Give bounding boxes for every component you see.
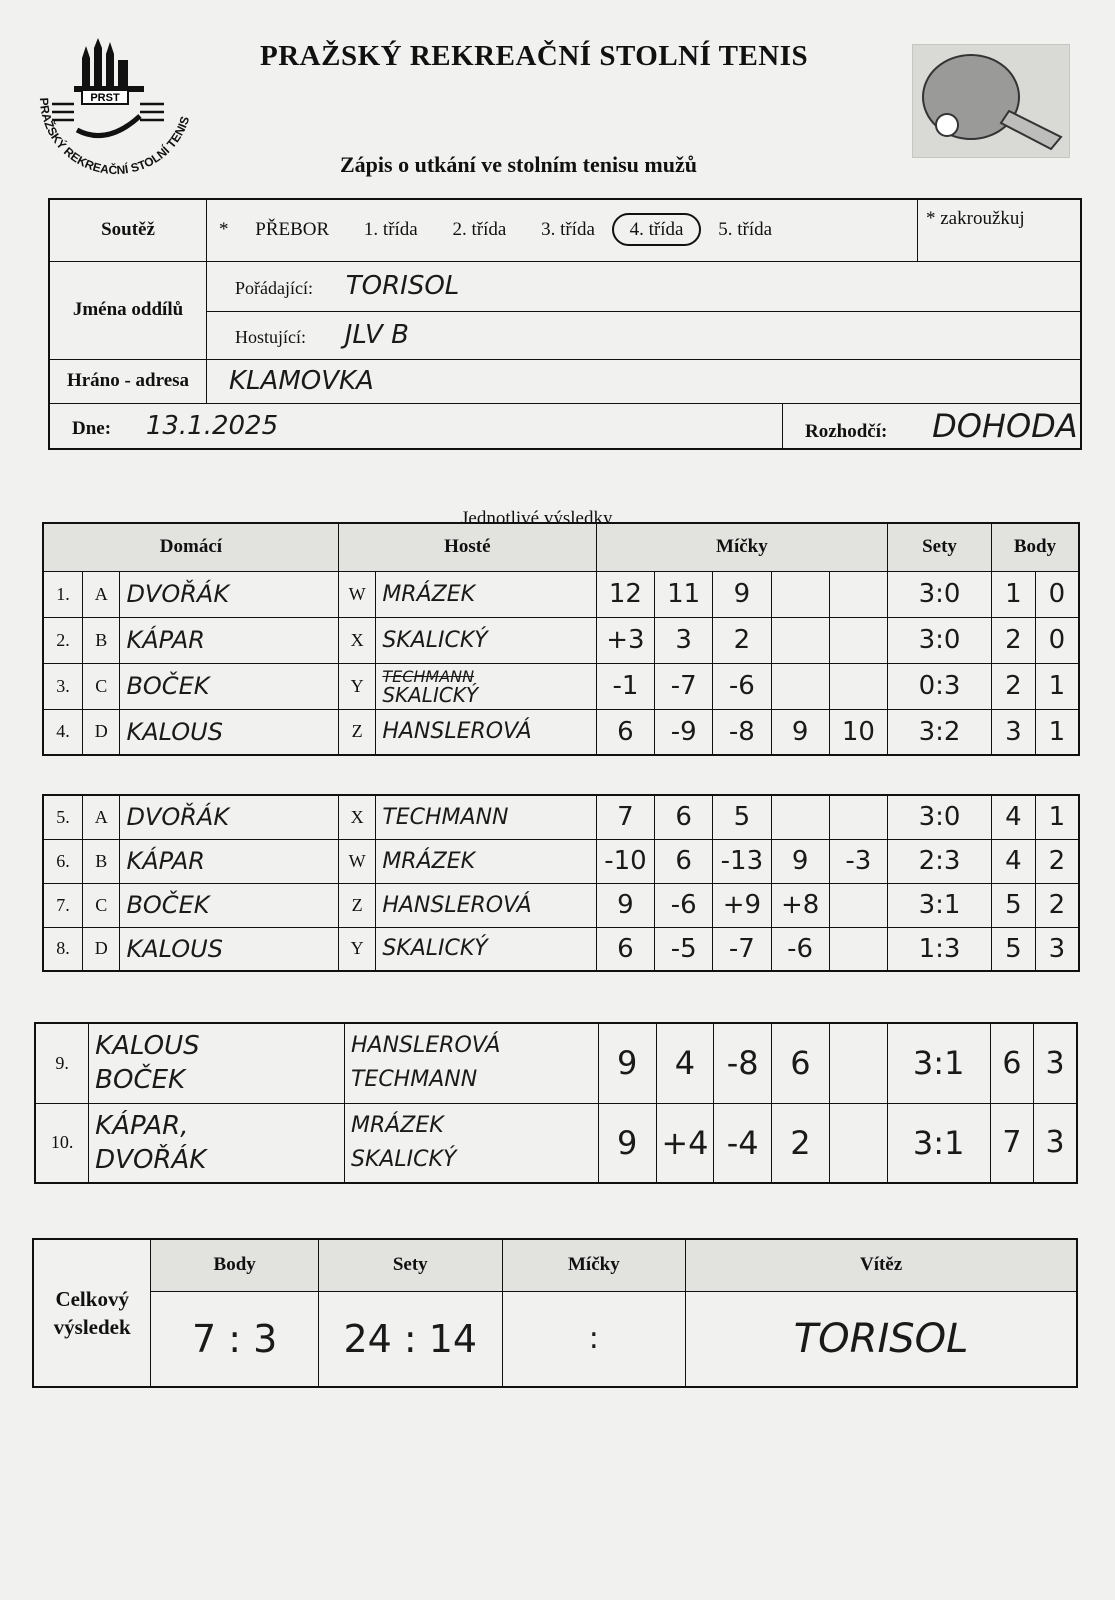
points-home[interactable]: 6 [990, 1023, 1033, 1103]
class-options [207, 199, 918, 261]
guest-player-crossed: TECHMANN [382, 667, 475, 686]
match-number: 3. [43, 663, 83, 709]
ball-score[interactable] [829, 795, 887, 839]
points-guest[interactable]: 3 [1035, 927, 1079, 971]
points-guest[interactable]: 1 [1035, 795, 1079, 839]
poradajici-value[interactable]: TORISOL [345, 271, 460, 301]
jmena-oddilu-label: Jména oddílů [49, 261, 207, 359]
ball-score[interactable]: -5 [655, 927, 713, 971]
star-mark: * [219, 219, 229, 241]
class-5[interactable]: 5. třída [718, 219, 773, 241]
total-header-sety: Sety [318, 1239, 502, 1291]
table-row [43, 883, 1079, 927]
guest-player[interactable]: SKALICKÝ [376, 927, 597, 971]
total-header-vitez: Vítěz [686, 1239, 1077, 1291]
ball-score[interactable]: -6 [655, 883, 713, 927]
ball-score[interactable]: -13 [713, 839, 771, 883]
match-info-table [48, 198, 1082, 450]
sets-score[interactable]: 1:3 [887, 927, 991, 971]
total-header-micky: Míčky [502, 1239, 686, 1291]
class-prebor[interactable]: PŘEBOR [255, 219, 330, 241]
guest-letter: Z [338, 709, 375, 755]
ball-score[interactable]: 6 [596, 927, 654, 971]
guest-player-1: MRÁZEK [350, 1112, 444, 1138]
sets-score[interactable]: 3:2 [887, 709, 991, 755]
points-guest[interactable]: 1 [1035, 663, 1079, 709]
ball-score[interactable]: +4 [656, 1103, 714, 1183]
table-row [43, 927, 1079, 971]
sets-score[interactable]: 3:0 [887, 617, 991, 663]
points-guest[interactable]: 1 [1035, 709, 1079, 755]
ball-score[interactable]: 6 [596, 709, 654, 755]
table-row [43, 663, 1079, 709]
guest-player[interactable]: HANSLEROVÁ [376, 709, 597, 755]
home-player[interactable]: KALOUS [120, 927, 338, 971]
ball-score[interactable] [829, 1023, 887, 1103]
hrano-value[interactable]: KLAMOVKA [229, 366, 374, 396]
ball-score[interactable]: +9 [713, 883, 771, 927]
points-home[interactable]: 4 [992, 839, 1036, 883]
points-guest[interactable]: 2 [1035, 839, 1079, 883]
match-number: 2. [43, 617, 83, 663]
table-row [43, 571, 1079, 617]
ball-score[interactable]: 10 [829, 709, 887, 755]
guest-letter: X [338, 795, 375, 839]
guest-player[interactable]: TECHMANN [376, 795, 597, 839]
guest-player-2: TECHMANN [350, 1067, 478, 1093]
class-1[interactable]: 1. třída [363, 219, 418, 241]
home-player[interactable]: DVOŘÁK [120, 795, 338, 839]
guest-letter: Y [338, 927, 375, 971]
points-guest[interactable]: 0 [1035, 617, 1079, 663]
ball-score[interactable] [829, 663, 887, 709]
ball-score[interactable]: -6 [771, 927, 829, 971]
guest-player: SKALICKÝ [382, 683, 479, 707]
prst-logo [22, 38, 202, 188]
guest-player[interactable]: MRÁZEK [376, 839, 597, 883]
ball-score[interactable] [829, 883, 887, 927]
match-number: 1. [43, 571, 83, 617]
sets-score[interactable]: 3:1 [887, 1103, 990, 1183]
points-guest[interactable]: 2 [1035, 883, 1079, 927]
ball-score[interactable]: 9 [771, 709, 829, 755]
home-letter: A [83, 795, 120, 839]
points-guest[interactable]: 3 [1034, 1023, 1077, 1103]
hrano-label: Hráno - adresa [49, 359, 207, 403]
ball-score[interactable] [829, 1103, 887, 1183]
home-player-2: BOČEK [95, 1065, 186, 1096]
home-player[interactable]: BOČEK [120, 663, 338, 709]
total-label: Celkový výsledek [33, 1239, 151, 1387]
guest-letter: W [338, 571, 375, 617]
home-letter: D [83, 709, 120, 755]
home-letter: C [83, 663, 120, 709]
rozhodci-label: Rozhodčí: [804, 420, 888, 442]
ball-score[interactable]: -7 [713, 927, 771, 971]
ball-score[interactable]: 6 [655, 795, 713, 839]
home-player[interactable]: KÁPAR [120, 839, 338, 883]
table-row [43, 795, 1079, 839]
home-player[interactable]: KÁPAR [120, 617, 338, 663]
total-sety[interactable]: 24 : 14 [318, 1291, 502, 1387]
ball-score[interactable]: 6 [772, 1023, 830, 1103]
header-sety: Sety [887, 523, 991, 571]
guest-letter: Y [338, 663, 375, 709]
ball-score[interactable] [771, 663, 829, 709]
sets-score[interactable]: 3:1 [887, 1023, 990, 1103]
ball-score[interactable]: -8 [713, 709, 771, 755]
logo-text: PRST [90, 92, 120, 104]
ball-score[interactable]: 9 [596, 883, 654, 927]
rozhodci-value[interactable]: DOHODA [932, 406, 1078, 445]
total-table [32, 1238, 1078, 1388]
points-home[interactable]: 7 [990, 1103, 1033, 1183]
guest-player-2: SKALICKÝ [350, 1146, 457, 1172]
ball-score[interactable] [829, 927, 887, 971]
ball-score[interactable]: -8 [714, 1023, 772, 1103]
match-number: 9. [35, 1023, 89, 1103]
home-letter: B [83, 617, 120, 663]
home-pair[interactable] [89, 1103, 345, 1183]
results-caption: Jednotlivé výsledky [461, 508, 613, 529]
header-domaci: Domácí [43, 523, 338, 571]
ball-score[interactable]: -4 [714, 1103, 772, 1183]
svg-text:PRAŽSKÝ REKREAČNÍ STOLNÍ TENIS [37, 97, 192, 177]
ball-score[interactable]: 2 [713, 617, 771, 663]
header-micky: Míčky [596, 523, 887, 571]
header-hoste: Hosté [338, 523, 596, 571]
total-vitez[interactable]: TORISOL [686, 1291, 1077, 1387]
ball-score[interactable]: 2 [772, 1103, 830, 1183]
dne-label: Dne: [72, 417, 112, 439]
singles-table-1 [42, 522, 1080, 756]
total-header-body: Body [151, 1239, 319, 1291]
ball-score[interactable]: -10 [596, 839, 654, 883]
ball-score[interactable]: 11 [655, 571, 713, 617]
ball-score[interactable]: 7 [596, 795, 654, 839]
home-player[interactable]: BOČEK [120, 883, 338, 927]
ball-score[interactable] [829, 617, 887, 663]
table-row [35, 1103, 1077, 1183]
page-subtitle: Zápis o utkání ve stolním tenisu mužů [340, 152, 697, 177]
points-guest[interactable]: 0 [1035, 571, 1079, 617]
ball-score[interactable]: 12 [596, 571, 654, 617]
home-player[interactable]: DVOŘÁK [120, 571, 338, 617]
ball-score[interactable]: -9 [655, 709, 713, 755]
logo-ring-text: PRAŽSKÝ REKREAČNÍ STOLNÍ TENIS [36, 97, 193, 178]
dne-value[interactable]: 13.1.2025 [145, 410, 279, 441]
guest-player[interactable]: SKALICKÝ [376, 617, 597, 663]
singles-table-2 [42, 794, 1080, 972]
home-letter: B [83, 839, 120, 883]
ball-score[interactable]: +3 [596, 617, 654, 663]
page-title: PRAŽSKÝ REKREAČNÍ STOLNÍ TENIS [260, 40, 809, 72]
match-number: 6. [43, 839, 83, 883]
guest-pair[interactable] [344, 1103, 598, 1183]
class-4-selected[interactable]: 4. třída [612, 213, 702, 246]
home-letter: D [83, 927, 120, 971]
points-home[interactable]: 3 [992, 709, 1036, 755]
guest-player-1: HANSLEROVÁ [350, 1033, 501, 1059]
ball-score[interactable]: 5 [713, 795, 771, 839]
match-number: 7. [43, 883, 83, 927]
home-player-1: KÁPAR, [95, 1110, 189, 1141]
guest-pair[interactable] [344, 1023, 598, 1103]
poradajici-label: Pořádající: [235, 278, 313, 298]
ball-score[interactable]: -3 [829, 839, 887, 883]
home-player[interactable]: KALOUS [120, 709, 338, 755]
guest-letter: W [338, 839, 375, 883]
sets-score[interactable]: 3:1 [887, 883, 991, 927]
ball-score[interactable]: 9 [598, 1103, 656, 1183]
class-2[interactable]: 2. třída [452, 219, 507, 241]
ball-score[interactable]: 9 [598, 1023, 656, 1103]
points-home[interactable]: 1 [992, 571, 1036, 617]
table-row [43, 709, 1079, 755]
match-number: 8. [43, 927, 83, 971]
zakrouzkuj-note: * zakroužkuj [918, 199, 1082, 261]
points-guest[interactable]: 3 [1034, 1103, 1077, 1183]
home-pair[interactable] [89, 1023, 345, 1103]
home-letter: C [83, 883, 120, 927]
guest-letter: Z [338, 883, 375, 927]
sets-score[interactable]: 2:3 [887, 839, 991, 883]
doubles-table [34, 1022, 1078, 1184]
match-number: 4. [43, 709, 83, 755]
table-row [35, 1023, 1077, 1103]
home-player-1: KALOUS [95, 1031, 200, 1062]
sets-score[interactable]: 3:0 [887, 795, 991, 839]
ball-score[interactable]: 4 [656, 1023, 714, 1103]
sets-score[interactable]: 0:3 [887, 663, 991, 709]
ball-score[interactable]: 3 [655, 617, 713, 663]
ball-score[interactable] [771, 795, 829, 839]
points-home[interactable]: 2 [992, 617, 1036, 663]
home-letter: A [83, 571, 120, 617]
points-home[interactable]: 5 [992, 927, 1036, 971]
guest-cell[interactable] [376, 663, 597, 709]
table-row [43, 839, 1079, 883]
ball-score[interactable]: 6 [655, 839, 713, 883]
guest-player[interactable]: HANSLEROVÁ [376, 883, 597, 927]
total-body[interactable]: 7 : 3 [151, 1291, 319, 1387]
table-tennis-paddle-icon [912, 44, 1070, 158]
guest-player[interactable]: MRÁZEK [376, 571, 597, 617]
home-player-2: DVOŘÁK [95, 1144, 207, 1175]
guest-letter: X [338, 617, 375, 663]
hostujici-value[interactable]: JLV B [344, 320, 409, 350]
match-number: 10. [35, 1103, 89, 1183]
class-3[interactable]: 3. třída [541, 219, 595, 241]
points-home[interactable]: 4 [992, 795, 1036, 839]
ball-score[interactable] [829, 571, 887, 617]
soutez-label: Soutěž [49, 199, 207, 261]
sets-score[interactable]: 3:0 [887, 571, 991, 617]
ball-score[interactable]: -6 [713, 663, 771, 709]
points-home[interactable]: 5 [992, 883, 1036, 927]
header-body: Body [992, 523, 1080, 571]
ball-score[interactable]: 9 [713, 571, 771, 617]
ball-score[interactable] [771, 571, 829, 617]
table-row [43, 617, 1079, 663]
points-home[interactable]: 2 [992, 663, 1036, 709]
ball-score[interactable]: -1 [596, 663, 654, 709]
ball-score[interactable]: +8 [771, 883, 829, 927]
hostujici-label: Hostující: [235, 327, 306, 347]
ball-score[interactable]: -7 [655, 663, 713, 709]
ball-score[interactable]: 9 [771, 839, 829, 883]
total-micky[interactable]: : [502, 1291, 686, 1387]
ball-score[interactable] [771, 617, 829, 663]
match-number: 5. [43, 795, 83, 839]
